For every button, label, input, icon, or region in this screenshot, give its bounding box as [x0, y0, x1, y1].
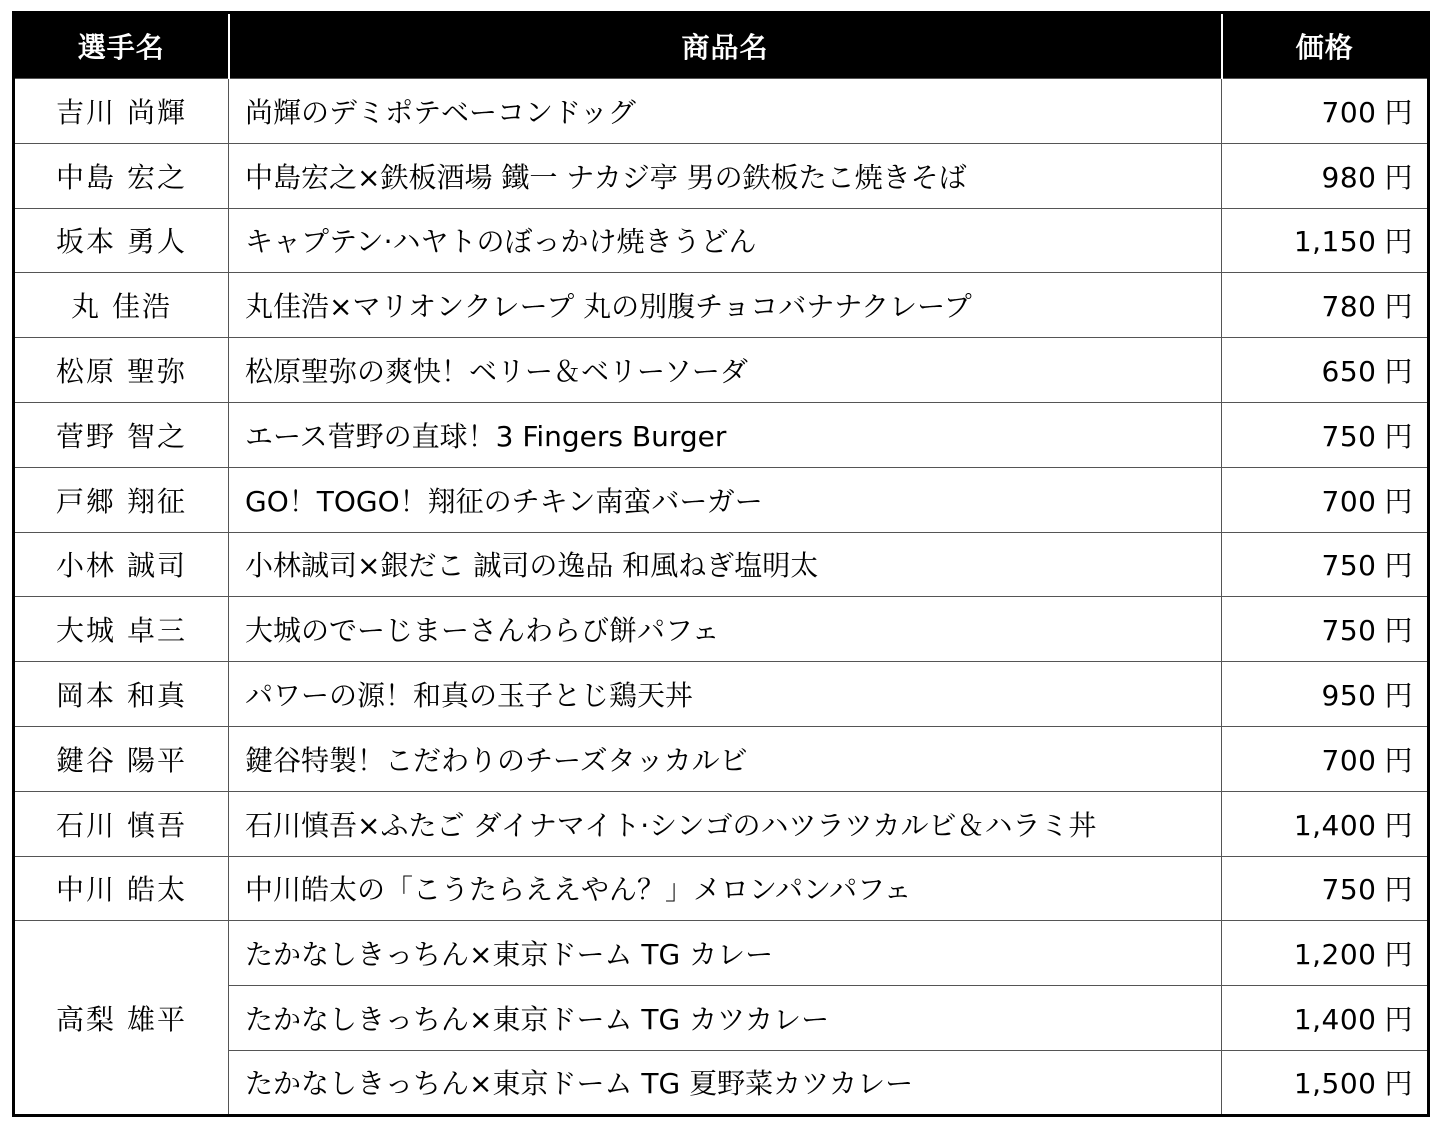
table-row: [14, 338, 1429, 403]
product-name: 中川皓太の「こうたらええやん？」メロンパンパフェ: [229, 856, 1222, 921]
menu-price-table: [12, 11, 1430, 1117]
price-value: 1,400: [1293, 808, 1377, 842]
table-row: [14, 791, 1429, 856]
player-name: 吉川 尚輝: [14, 79, 229, 144]
product-name: 鍵谷特製！こだわりのチーズタッカルビ: [229, 726, 1222, 791]
yen-unit: 円: [1384, 938, 1413, 972]
price-cell: [1222, 79, 1429, 144]
product-name: 尚輝のデミポテベーコンドッグ: [229, 79, 1222, 144]
price-cell: [1222, 143, 1429, 208]
price-value: 750: [1321, 873, 1377, 907]
price-value: 700: [1321, 484, 1377, 518]
product-name: 小林誠司×銀だこ 誠司の逸品 和風ねぎ塩明太: [229, 532, 1222, 597]
price-value: 750: [1321, 419, 1377, 453]
price-cell: [1222, 402, 1429, 467]
player-name: 中島 宏之: [14, 143, 229, 208]
price-value: 950: [1321, 679, 1377, 713]
header-product: 商品名: [229, 13, 1222, 79]
yen-unit: 円: [1384, 419, 1413, 453]
player-name: 坂本 勇人: [14, 208, 229, 273]
price-cell: [1222, 856, 1429, 921]
product-name: パワーの源！和真の玉子とじ鶏天丼: [229, 662, 1222, 727]
table-row: [14, 662, 1429, 727]
product-name: たかなしきっちん×東京ドーム TG カツカレー: [229, 986, 1222, 1051]
player-name: 大城 卓三: [14, 597, 229, 662]
product-name: 中島宏之×鉄板酒場 鐵一 ナカジ亭 男の鉄板たこ焼きそば: [229, 143, 1222, 208]
player-name: 高梨 雄平: [14, 921, 229, 1115]
price-value: 750: [1321, 614, 1377, 648]
price-cell: [1222, 921, 1429, 986]
yen-unit: 円: [1384, 1067, 1413, 1101]
price-value: 700: [1321, 743, 1377, 777]
product-name: たかなしきっちん×東京ドーム TG 夏野菜カツカレー: [229, 1050, 1222, 1115]
table-row: [14, 597, 1429, 662]
player-name: 小林 誠司: [14, 532, 229, 597]
yen-unit: 円: [1384, 743, 1413, 777]
table-row: [14, 402, 1429, 467]
price-value: 980: [1321, 160, 1377, 194]
price-value: 1,150: [1293, 225, 1377, 259]
yen-unit: 円: [1384, 290, 1413, 324]
price-cell: [1222, 532, 1429, 597]
table-row: [14, 921, 1429, 986]
table-row: [14, 467, 1429, 532]
header-price: 価格: [1222, 13, 1429, 79]
player-name: 丸 佳浩: [14, 273, 229, 338]
product-name: 松原聖弥の爽快！ベリー＆ベリーソーダ: [229, 338, 1222, 403]
yen-unit: 円: [1384, 355, 1413, 389]
player-name: 岡本 和真: [14, 662, 229, 727]
table-row: [14, 143, 1429, 208]
table-row: [14, 79, 1429, 144]
price-value: 750: [1321, 549, 1377, 583]
product-name: キャプテン·ハヤトのぼっかけ焼きうどん: [229, 208, 1222, 273]
price-cell: [1222, 273, 1429, 338]
yen-unit: 円: [1384, 160, 1413, 194]
player-name: 菅野 智之: [14, 402, 229, 467]
price-cell: [1222, 338, 1429, 403]
player-name: 石川 慎吾: [14, 791, 229, 856]
yen-unit: 円: [1384, 1003, 1413, 1037]
price-value: 1,400: [1293, 1003, 1377, 1037]
table-row: [14, 532, 1429, 597]
yen-unit: 円: [1384, 549, 1413, 583]
player-name: 戸郷 翔征: [14, 467, 229, 532]
player-name: 中川 皓太: [14, 856, 229, 921]
player-name: 松原 聖弥: [14, 338, 229, 403]
price-cell: [1222, 791, 1429, 856]
price-cell: [1222, 208, 1429, 273]
yen-unit: 円: [1384, 679, 1413, 713]
product-name: 大城のでーじまーさんわらび餅パフェ: [229, 597, 1222, 662]
yen-unit: 円: [1384, 614, 1413, 648]
price-cell: [1222, 726, 1429, 791]
product-name: 丸佳浩×マリオンクレープ 丸の別腹チョコバナナクレープ: [229, 273, 1222, 338]
table-row: [14, 856, 1429, 921]
table-row: [14, 208, 1429, 273]
product-name: 石川慎吾×ふたご ダイナマイト·シンゴのハツラツカルビ＆ハラミ丼: [229, 791, 1222, 856]
price-cell: [1222, 986, 1429, 1051]
table-row: [14, 726, 1429, 791]
yen-unit: 円: [1384, 873, 1413, 907]
product-name: エース菅野の直球！3 Fingers Burger: [229, 402, 1222, 467]
yen-unit: 円: [1384, 808, 1413, 842]
yen-unit: 円: [1384, 95, 1413, 129]
table-header-row: [14, 13, 1429, 79]
product-name: たかなしきっちん×東京ドーム TG カレー: [229, 921, 1222, 986]
price-value: 650: [1321, 355, 1377, 389]
player-name: 鍵谷 陽平: [14, 726, 229, 791]
price-value: 1,500: [1293, 1067, 1377, 1101]
price-cell: [1222, 662, 1429, 727]
product-name: GO！TOGO！翔征のチキン南蛮バーガー: [229, 467, 1222, 532]
price-cell: [1222, 597, 1429, 662]
table-row: [14, 273, 1429, 338]
yen-unit: 円: [1384, 225, 1413, 259]
price-value: 780: [1321, 290, 1377, 324]
yen-unit: 円: [1384, 484, 1413, 518]
price-value: 1,200: [1293, 938, 1377, 972]
price-value: 700: [1321, 95, 1377, 129]
header-player: 選手名: [14, 13, 229, 79]
price-cell: [1222, 1050, 1429, 1115]
price-cell: [1222, 467, 1429, 532]
